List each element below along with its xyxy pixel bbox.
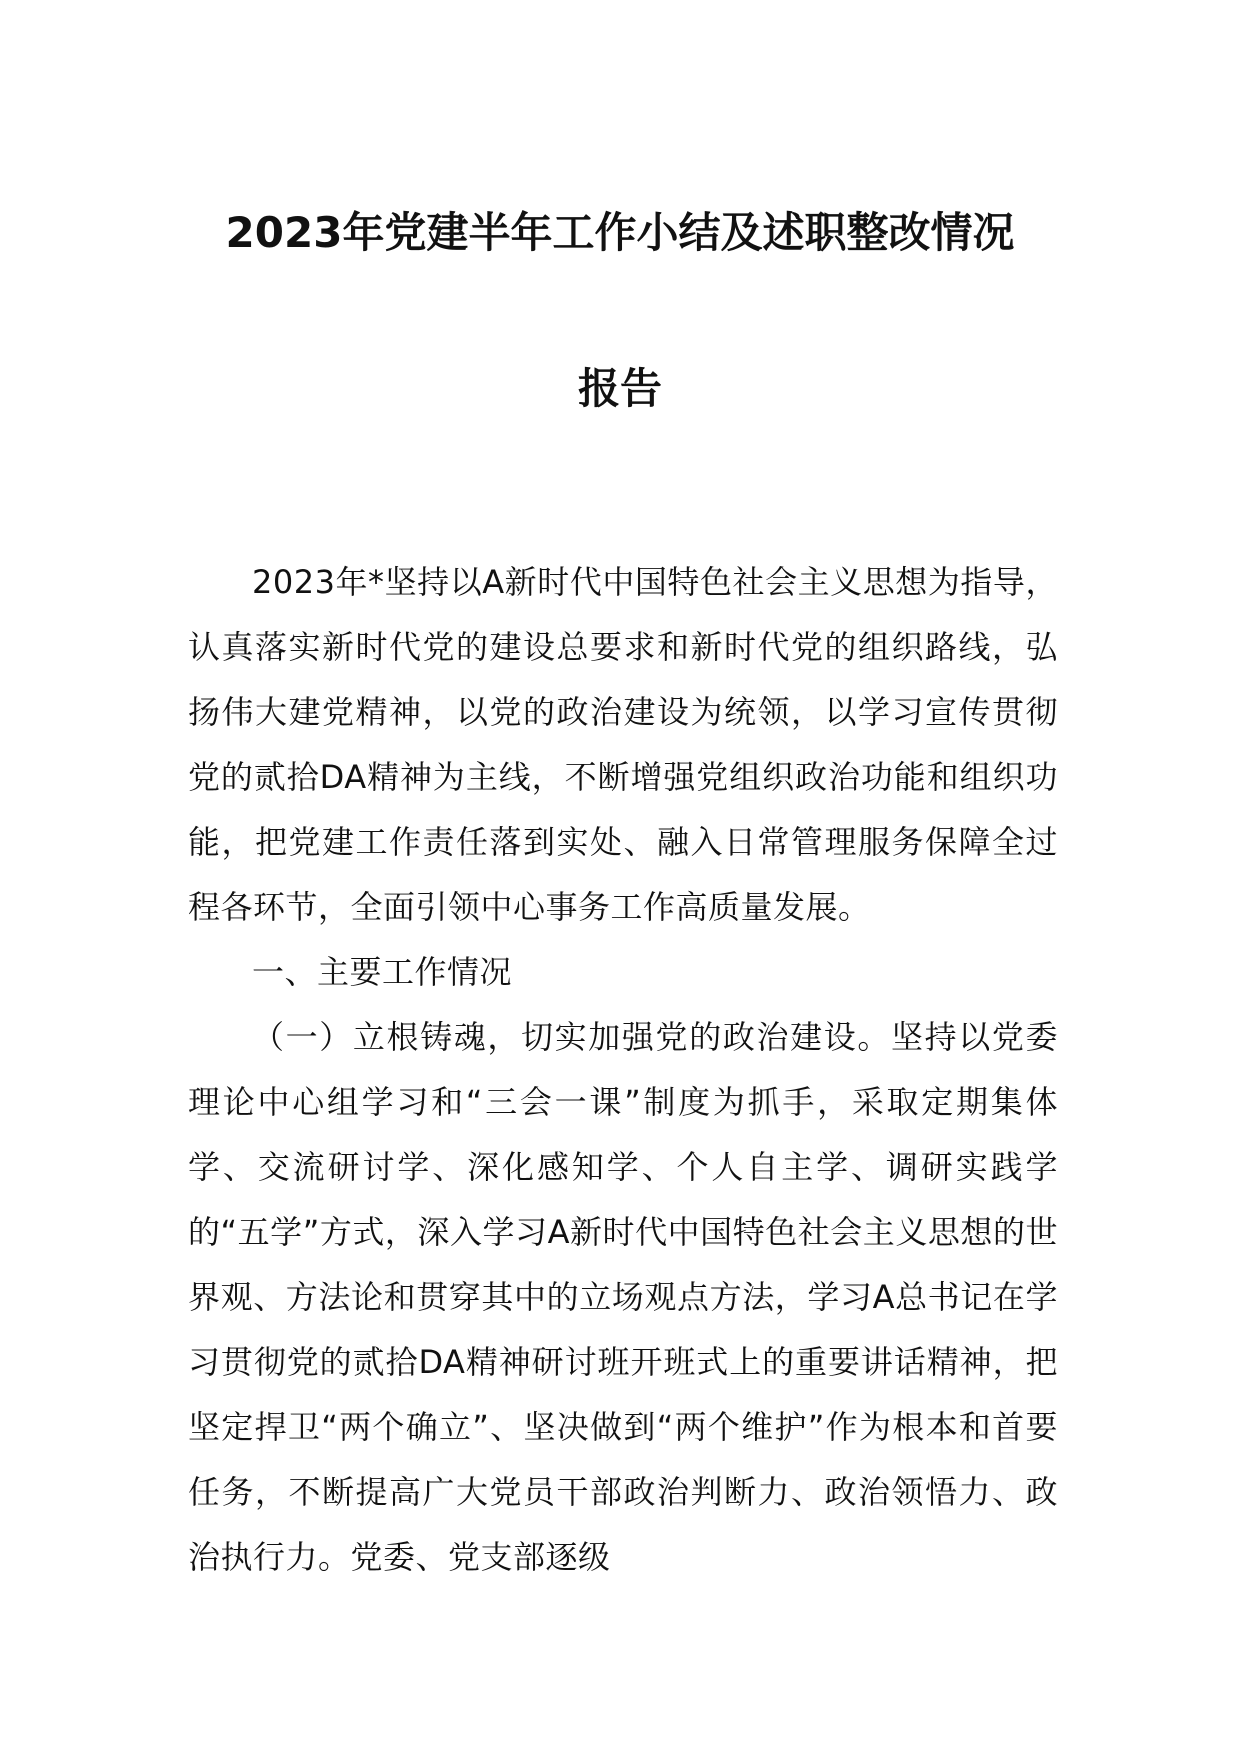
paragraph-intro: 2023年*坚持以A新时代中国特色社会主义思想为指导，认真落实新时代党的建设总要求和新时代党的组织路线，弘扬伟大建党精神，以党的政治建设为统领，以学习宣传贯彻党的贰拾DA精神为主线，不断增强党组织政治功能和组织功能，把党建工作责任落到实处、融入日常管理服务保障全过程各环节，全面引领中心事务工作高质量发展。 [188,563,1058,926]
document-body [188,550,1058,1590]
paragraph-section-1: （一）立根铸魂，切实加强党的政治建设。坚持以党委理论中心组学习和“三会一课”制度为抓手，采取定期集体学、交流研讨学、深化感知学、个人自主学、调研实践学的“五学”方式，深入学习A新时代中国特色社会主义思想的世界观、方法论和贯穿其中的立场观点方法，学习A总书记在学习贯彻党的贰拾DA精神研讨班开班式上的重要讲话精神，把坚定捍卫“两个确立”、坚决做到“两个维护”作为根本和首要任务，不断提高广大党员干部政治判断力、政治领悟力、政治执行力。党委、党支部逐级 [188,1018,1058,1576]
document-title-line-1: 2023年党建半年工作小结及述职整改情况 [225,208,1015,257]
document-title-line-2: 报告 [577,364,662,413]
section-heading-main-work: 一、主要工作情况 [252,953,513,991]
